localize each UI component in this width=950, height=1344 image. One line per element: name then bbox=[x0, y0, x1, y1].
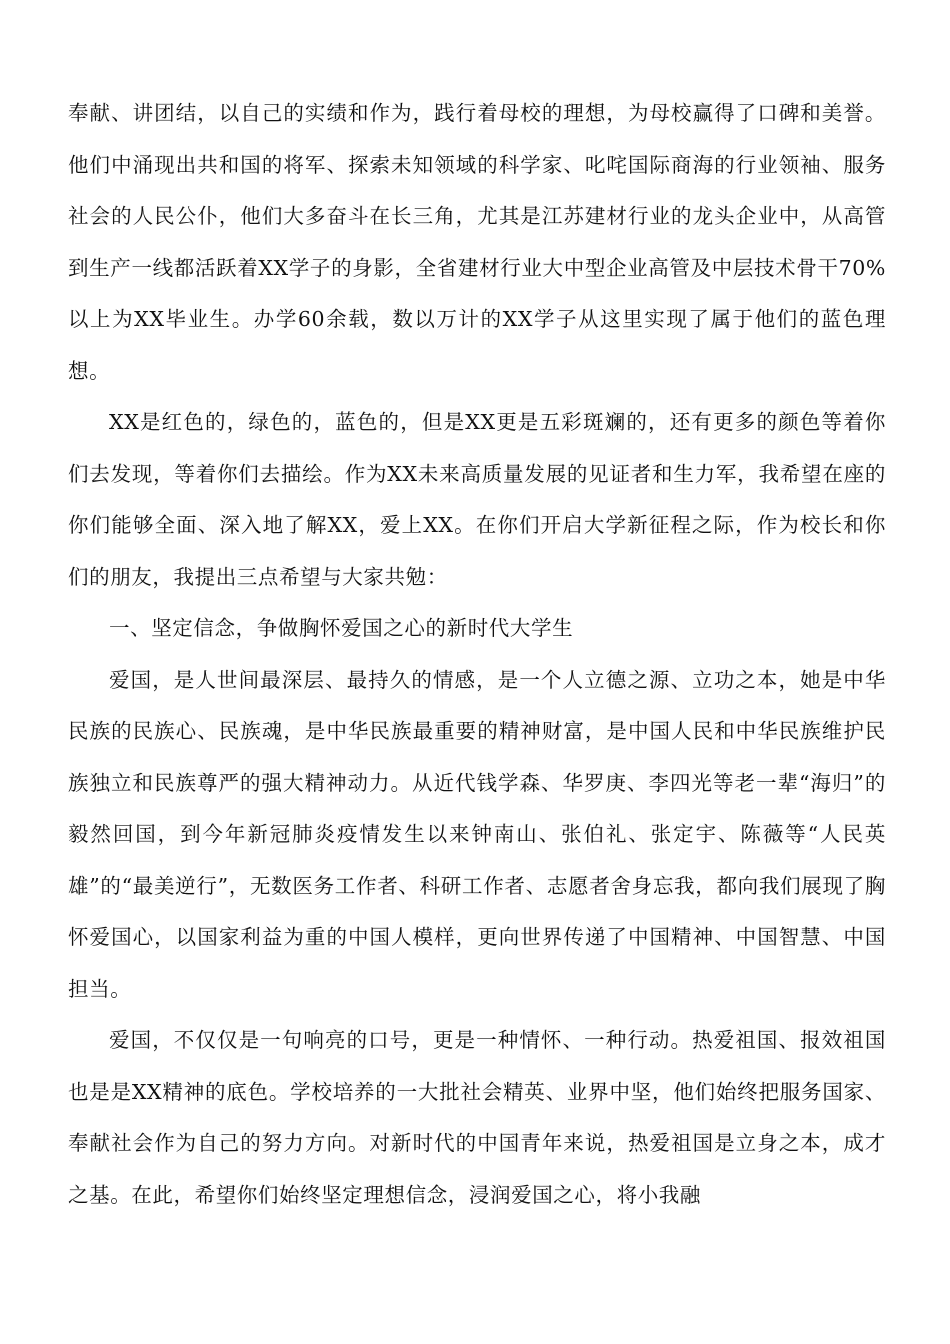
paragraph-colors-of-school: XX是红色的，绿色的，蓝色的，但是XX更是五彩斑斓的，还有更多的颜色等着你们去发现，等着你们去描绘。作为XX未来高质量发展的见证者和生力军，我希望在座的你们能够全面、深入地了解XX，爱上XX。在你们开启大学新征程之际，作为校长和你们的朋友，我提出三点希望与大家共勉： bbox=[68, 410, 886, 589]
paragraph-alumni-achievements: 奉献、讲团结，以自己的实绩和作为，践行着母校的理想，为母校赢得了口碑和美誉。他们中涌现出共和国的将军、探索未知领域的科学家、叱咤国际商海的行业领袖、服务社会的人民公仆，他们大多奋斗在长三角，尤其是江苏建材行业的龙头企业中，从高管到生产一线都活跃着XX学子的身影，全省建材行业大中型企业高管及中层技术骨干70%以上为XX毕业生。办学60余载，数以万计的XX学子从这里实现了属于他们的蓝色理想。 bbox=[68, 101, 886, 383]
document-body bbox=[68, 88, 886, 1221]
section-heading-patriotism: 一、坚定信念，争做胸怀爱国之心的新时代大学生 bbox=[109, 616, 574, 640]
paragraph-patriotism-meaning: 爱国，是人世间最深层、最持久的情感，是一个人立德之源、立功之本，她是中华民族的民族心、民族魂，是中华民族最重要的精神财富，是中国人民和中华民族维护民族独立和民族尊严的强大精神动力。从近代钱学森、华罗庚、李四光等老一辈“海归”的毅然回国，到今年新冠肺炎疫情发生以来钟南山、张伯礼、张定宇、陈薇等“人民英雄”的“最美逆行”，无数医务工作者、科研工作者、志愿者舍身忘我，都向我们展现了胸怀爱国心，以国家利益为重的中国人模样，更向世界传递了中国精神、中国智慧、中国担当。 bbox=[68, 667, 886, 1001]
paragraph-patriotism-action: 爱国，不仅仅是一句响亮的口号，更是一种情怀、一种行动。热爱祖国、报效祖国也是是XX精神的底色。学校培养的一大批社会精英、业界中坚，他们始终把服务国家、奉献社会作为自己的努力方向。对新时代的中国青年来说，热爱祖国是立身之本，成才之基。在此，希望你们始终坚定理想信念，浸润爱国之心，将小我融 bbox=[68, 1028, 886, 1207]
